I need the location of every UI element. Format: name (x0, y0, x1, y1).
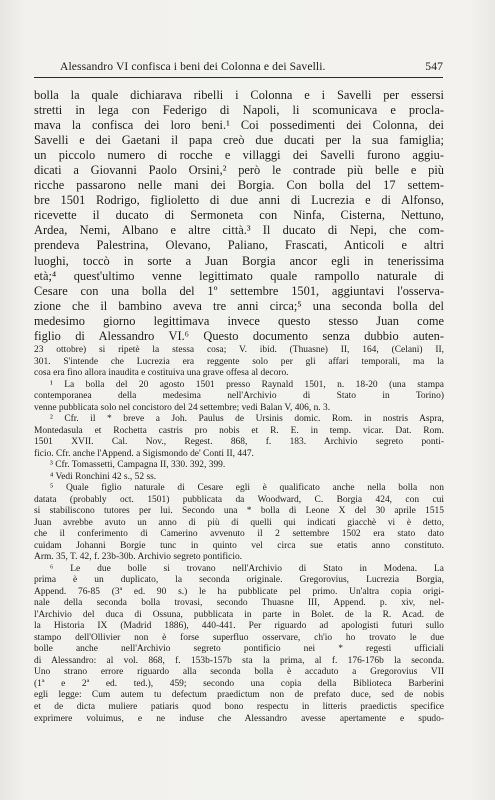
text-line: zione che il bambino aveva tre anni circa;⁵ una seconda bolla del (34, 298, 444, 313)
text-line: un piccolo numero di rocche e villaggi dei Savelli furono aggiu- (34, 148, 444, 163)
footnote-line: prima è un duplicato, la seconda originale. Gregorovius, Lucrezia Borgia, (34, 575, 444, 586)
text-line: età;⁴ quest'ultimo venne legittimato quale rampollo naturale di (34, 268, 444, 283)
footnote-line: bolle anche nell'Archivio segreto pontificio nei * regesti ufficiali (34, 644, 444, 655)
footnote-line: egli legge: Cum autem tu defectum praedictum non de prefato duce, sed de nobis (34, 690, 444, 701)
footnote-line: (1ª e 2ª ed. ted.), 459; secondo una copia della Biblioteca Barberini (34, 678, 444, 689)
footnote-line: 1501 XVII. Cal. Nov., Regest. 868, f. 183. Archivio segreto ponti- (34, 437, 444, 448)
text-line: luoghi, toccò in sorte a Juan Borgia ancor egli in tenerissima (34, 253, 444, 268)
footnote-line: di Alessandro: al vol. 868, f. 153b-157b sta la prima, al f. 176-176b la seconda. (34, 655, 444, 666)
text-line: mava la confisca dei loro beni.¹ Coi possedimenti dei Colonna, dei (34, 118, 444, 133)
text-line: ricevette il ducato di Sermoneta con Ninfa, Cisterna, Nettuno, (34, 208, 444, 223)
footnote-line: ¹ La bolla del 20 agosto 1501 presso Raynald 1501, n. 18-20 (una stampa (50, 379, 444, 390)
footnote-line: contemporanea della medesima nell'Archivio di Stato in Torino) (34, 391, 444, 402)
footnote-line: che il conferimento di Camerino avvenuto il 2 settembre 1502 era stato dato (34, 529, 444, 540)
footnote-line: Arm. 35, T. 42, f. 23b-30b. Archivio segreto pontificio. (34, 552, 243, 563)
text-line: ricche passarono nelle mani dei Borgia. Con bolla del 17 settem- (34, 178, 444, 193)
page-number: 547 (425, 60, 443, 73)
footnotes (34, 345, 444, 725)
footnote-line: l'Archivio del duca di Ossuna, pubblicata in parte in Bolet. de la R. Acad. de (34, 609, 444, 620)
footnote-line: cosa era fino allora inaudita e costituiva una grave offesa al decoro. (34, 368, 289, 379)
text-line: bolla la quale dichiarava ribelli i Colonna e i Savelli per essersi (34, 88, 444, 102)
footnote-line: ³ Cfr. Tomassetti, Campagna II, 330. 392, 399. (50, 460, 226, 471)
footnote-line: Montedasula et Rochetta castris pro nobis et R. E. in temp. vicar. Dat. Rom. (34, 425, 444, 436)
footnote-line: ⁶ Le due bolle si trovano nell'Archivio di Stato in Modena. La (50, 563, 444, 574)
footnote-line: cuidam Johanni Borgie tunc in quinto vel circa sue etatis anno constituto. (34, 540, 444, 551)
footnote-line: la Historia IX (Madrid 1886), 440-441. Per riguardo ad apologisti futuri sullo (34, 621, 444, 632)
footnote-line: Append. 76-85 (3ª ed. 90 s.) le ha pubblicate pel primo. Un'altra copia origi- (34, 586, 444, 597)
footnote-line: 301. S'intende che Lucrezia era reggente solo per gli affari temporali, ma la (34, 356, 444, 367)
text-line: stretti in lega con Federigo di Napoli, li scomunicava e procla- (34, 103, 444, 118)
footnote-line: nale della seconda bolla trovasi, secondo Thuasne III, Append. p. xiv, nel- (34, 598, 444, 609)
footnote-line: datata (probably oct. 1501) pubblicata da Woodward, C. Borgia 424, con cui (34, 494, 444, 505)
running-header (34, 60, 443, 78)
footnote-line: stampo dell'Ollivier non è forse superfluo osservare, ch'io ho trovato le due (34, 632, 444, 643)
running-title: Alessandro VI confisca i beni dei Colonna e dei Savelli. (60, 60, 326, 73)
footnote-line: exprimere voluimus, e ne induse che Alessandro avesse apertamente e spudo- (34, 713, 444, 724)
footnote-line: venne pubblicata solo nel concistoro del 24 settembre; vedi Balan V, 406, n. 3. (34, 402, 331, 413)
header-rule (34, 77, 443, 78)
text-line: bre 1501 Rodrigo, figlioletto di due anni di Lucrezia e di Alfonso, (34, 193, 444, 208)
text-line: dicati a Giovanni Paolo Orsini,² però le contrade più belle e più (34, 163, 444, 178)
footnote-line: 23 ottobre) si ripetè la stessa cosa; V. ibid. (Thuasne) II, 164, (Celani) II, (34, 345, 444, 355)
footnote-line: si stabiliscono tutores per lui. Secondo una * bolla di Leone X del 30 aprile 1515 (34, 506, 444, 517)
text-line: Savelli e dei Gaetani il papa creò due ducati per la sua famiglia; (34, 133, 444, 148)
text-line: Cesare con una bolla del 1º settembre 1501, aggiuntavi l'osserva- (34, 283, 444, 298)
footnote-line: ficio. Cfr. anche l'Append. a Sigismondo de' Conti II, 447. (34, 448, 254, 459)
main-text (34, 88, 444, 344)
footnote-line: Juan avrebbe avuto un anno di più di quelli qui indicati giacchè vi è detto, (34, 517, 444, 528)
footnote-line: ⁵ Quale figlio naturale di Cesare egli è qualificato anche nella bolla non (50, 483, 444, 494)
footnote-line: Uno strano errore riguardo alla seconda bolla è accaduto a Gregorovius VII (34, 667, 444, 678)
text-line: prendeva Palestrina, Olevano, Paliano, Frascati, Anticoli e altri (34, 238, 444, 253)
footnote-line: ² Cfr. il * breve a Joh. Paulus de Ursinis domic. Rom. in nostris Aspra, (50, 414, 444, 425)
footnote-line: ⁴ Vedi Ronchini 42 s., 52 ss. (50, 471, 157, 482)
text-line: figlio di Alessandro VI.⁶ Questo documento senza dubbio auten- (34, 328, 444, 343)
text-line: medesimo giorno legittimava invece questo stesso Juan come (34, 313, 444, 328)
footnote-line: et de dicta muliere patiaris quod bono respectu in litteris praedictis specifice (34, 701, 444, 712)
text-line: Ardea, Nemi, Albano e altre città.³ Il ducato di Nepi, che com- (34, 223, 444, 238)
